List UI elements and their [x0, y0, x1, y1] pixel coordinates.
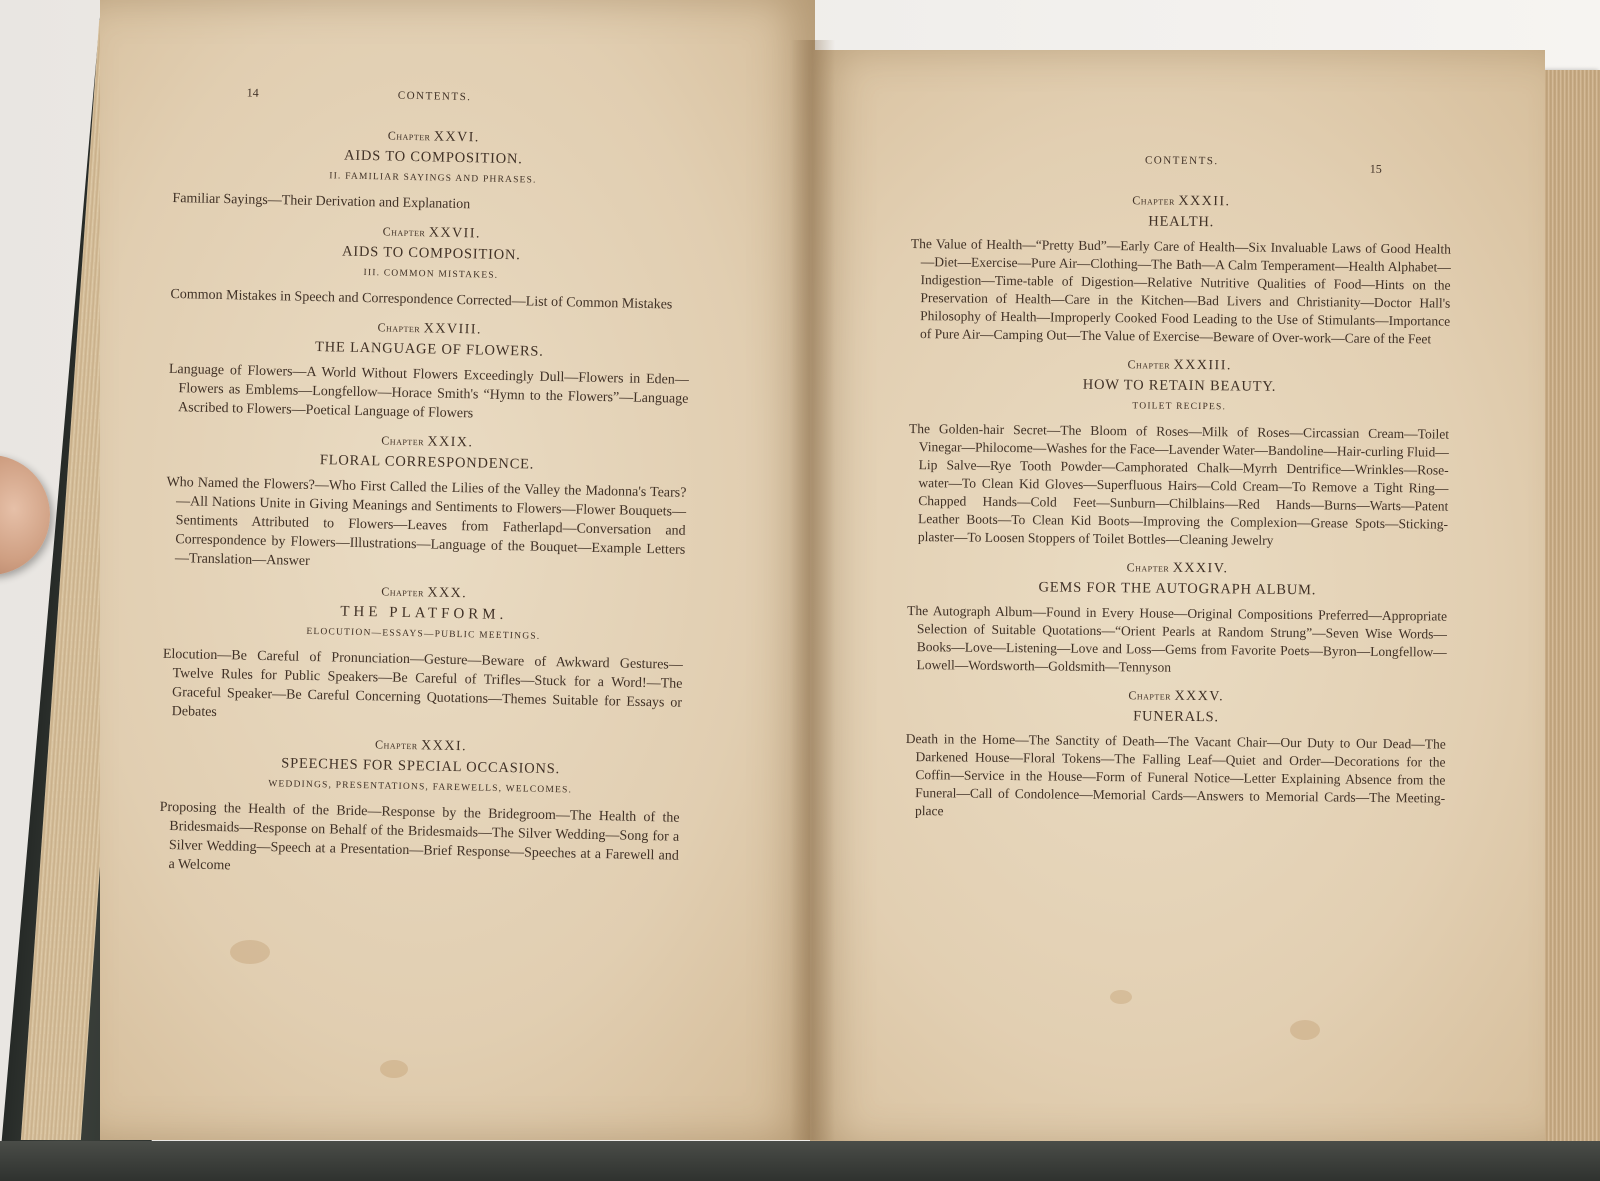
- chapter-title: AIDS TO COMPOSITION.: [341, 243, 521, 264]
- page-number: 15: [1369, 161, 1382, 176]
- chapter-title: SPEECHES FOR SPECIAL OCCASIONS.: [281, 755, 561, 778]
- chapter-title: AIDS TO COMPOSITION.: [343, 147, 523, 168]
- right-page-contents: [905, 145, 1452, 836]
- chapter-entry: [158, 731, 681, 885]
- paper-stain: [230, 940, 270, 964]
- chapter-subhead: WEDDINGS, PRESENTATIONS, FAREWELLS, WELCOMES.: [268, 779, 573, 796]
- chapter-entry: [906, 556, 1447, 680]
- chapter-number: XXVIII.: [423, 321, 483, 338]
- chapter-word: Chapter: [374, 737, 418, 753]
- chapter-entry: [168, 314, 690, 428]
- chapter-word: Chapter: [381, 584, 425, 600]
- chapter-word: Chapter: [377, 320, 421, 336]
- chapter-subhead: ELOCUTION—ESSAYS—PUBLIC MEETINGS.: [306, 626, 541, 642]
- chapter-word: Chapter: [1126, 560, 1170, 575]
- page-number: 14: [246, 85, 259, 100]
- chapter-number: XXVI.: [433, 129, 481, 146]
- chapter-description: Elocution—Be Careful of Pronunciation—Gesture—Beware of Awkward Gestures—Twelve Rules for Public Speakers—Be Careful of Trifles—Stuck for a Word!—The Graceful Speaker—Be Careful Concerning Quotations—Themes Suitable for Essays or Debates: [162, 646, 683, 721]
- page-edges-right: [1545, 70, 1600, 1150]
- chapter-subhead: II. FAMILIAR SAYINGS AND PHRASES.: [329, 171, 537, 186]
- chapter-number: XXXI.: [420, 738, 468, 755]
- paper-stain: [1110, 990, 1132, 1004]
- paper-stain: [380, 1060, 408, 1078]
- chapter-entry: [908, 353, 1450, 552]
- running-head: [912, 145, 1452, 191]
- chapter-number: XXXIII.: [1173, 357, 1233, 374]
- chapter-word: Chapter: [381, 433, 425, 449]
- chapter-number: XXVII.: [428, 225, 482, 242]
- chapter-entry: [905, 684, 1446, 826]
- chapter-entry: [170, 218, 692, 315]
- chapter-subhead: TOILET RECIPES.: [1132, 401, 1227, 413]
- chapter-word: Chapter: [1128, 688, 1172, 703]
- chapter-entry: [165, 427, 688, 579]
- chapter-title: FUNERALS.: [1133, 708, 1219, 726]
- chapter-word: Chapter: [1127, 357, 1171, 372]
- chapter-subhead: III. COMMON MISTAKES.: [363, 267, 499, 281]
- chapter-title: HEALTH.: [1148, 213, 1215, 231]
- chapter-number: XXXIV.: [1172, 560, 1229, 577]
- chapter-description: Language of Flowers—A World Without Flowers Exceedingly Dull—Flowers in Eden—Flowers as Emblems—Longfellow—Horace Smith's “Hymn to the Flowers”—Language Ascribed to Flowers—Poetical Language of Flowers: [168, 361, 689, 422]
- chapter-description: Common Mistakes in Speech and Correspondence Corrected—List of Common Mistakes: [170, 286, 673, 313]
- chapter-description: Proposing the Health of the Bride—Response by the Bridegroom—The Health of the Bridesmaids—Response on Behalf of the Bridesmaids—The Silver Wedding—Song for a Silver Wedding—Speech at a Presentation—Brief Response—Speeches at a Farewell and a Welcome: [159, 799, 680, 874]
- chapter-title: FLORAL CORRESPONDENCE.: [319, 452, 535, 473]
- chapter-word: Chapter: [382, 224, 426, 240]
- chapter-entry: [172, 122, 694, 219]
- book-gutter: [790, 40, 835, 1140]
- chapter-description: The Golden-hair Secret—The Bloom of Roses—Milk of Roses—Circassian Cream—Toilet Vinegar—Philocome—Washes for the Face—Lavender Water—Bandoline—Hair-curling Fluid—Lip Salve—Rye Tooth Powder—Camphorated Chalk—Myrrh Dentrifice—Wrinkles—Rose-water—To Clean Kid Gloves—Superfluous Hairs—Cold Cream—To Remove a Tight Ring—Chapped Hands—Cold Feet—Sunburn—Chilblains—Red Hands—Burns—Warts—Patent Leather Boots—To Clean Kid Boots—Improving the Complexion—Grease Spots—Sticking-plaster—To Loosen Stoppers of Toilet Bottles—Cleaning Jewelry: [908, 420, 1450, 548]
- chapter-title: HOW TO RETAIN BEAUTY.: [1082, 376, 1277, 395]
- chapter-description: Death in the Home—The Sanctity of Death—The Vacant Chair—Our Duty to Our Dead—The Darkened House—Floral Tokens—The Falling Leaf—Quiet and Order—Decorations for the Coffin—Service in the House—Form of Funeral Notice—Letter Explaining Absence from the Funeral—Call of Condolence—Memorial Cards—Answers to Memorial Cards—The Meeting-place: [905, 730, 1446, 819]
- chapter-number: XXXV.: [1174, 688, 1225, 705]
- paper-stain: [1290, 1020, 1320, 1040]
- chapter-description: The Value of Health—“Pretty Bud”—Early Care of Health—Six Invaluable Laws of Good Health—Diet—Exercise—Pure Air—Clothing—The Bath—A Calm Temperament—Health Alphabet—Indigestion—Time-table of Digestion—Relative Nutritive Qualities of Food—Hints on the Preservation of Health—Care in the Kitchen—Bad Livers and Christianity—Doctor Hall's Philosophy of Health—Improperly Cooked Food Leading to the Use of Stimulants—Importance of Pure Air—Camping Out—The Value of Exercise—Beware of Over-work—Care of the Feet: [910, 235, 1452, 347]
- chapter-number: XXX.: [427, 585, 468, 602]
- chapter-title: THE PLATFORM.: [340, 603, 508, 624]
- chapter-title: THE LANGUAGE OF FLOWERS.: [314, 338, 544, 360]
- chapter-title: GEMS FOR THE AUTOGRAPH ALBUM.: [1038, 579, 1317, 599]
- chapter-entry: [162, 578, 685, 732]
- running-head-title: CONTENTS.: [1144, 154, 1219, 168]
- chapter-description: The Autograph Album—Found in Every House—Original Compositions Preferred—Appropriate Selection of Suitable Quotations—“Orient Pearls at Random Strung”—Seven Wise Words—Books—Love—Listening—Love and Loss—Gems from Favorite Poets—Byron—Longfellow—Lowell—Wordsworth—Goldsmith—Tennyson: [907, 602, 1448, 675]
- chapter-description: Who Named the Flowers?—Who First Called the Lilies of the Valley the Madonna's Tears?—All Nations Unite in Giving Meanings and Sentiments to Flowers—Flower Bouquets—Sentiments Attributed to Flowers—Leaves from Fatherlapd—Conversation and Correspondence by Flowers—Illustrations—Language of the Bouquet—Example Letters—Translation—Answer: [166, 474, 687, 569]
- chapter-word: Chapter: [1132, 193, 1175, 208]
- chapter-number: XXXII.: [1178, 193, 1231, 210]
- left-page-contents: [158, 78, 695, 895]
- chapter-entry: [910, 189, 1452, 349]
- chapter-number: XXIX.: [427, 434, 474, 451]
- table-surface: [0, 1141, 1600, 1181]
- chapter-word: Chapter: [387, 128, 431, 144]
- chapter-description: Familiar Sayings—Their Derivation and Explanation: [172, 190, 471, 213]
- running-head-title: CONTENTS.: [397, 89, 472, 104]
